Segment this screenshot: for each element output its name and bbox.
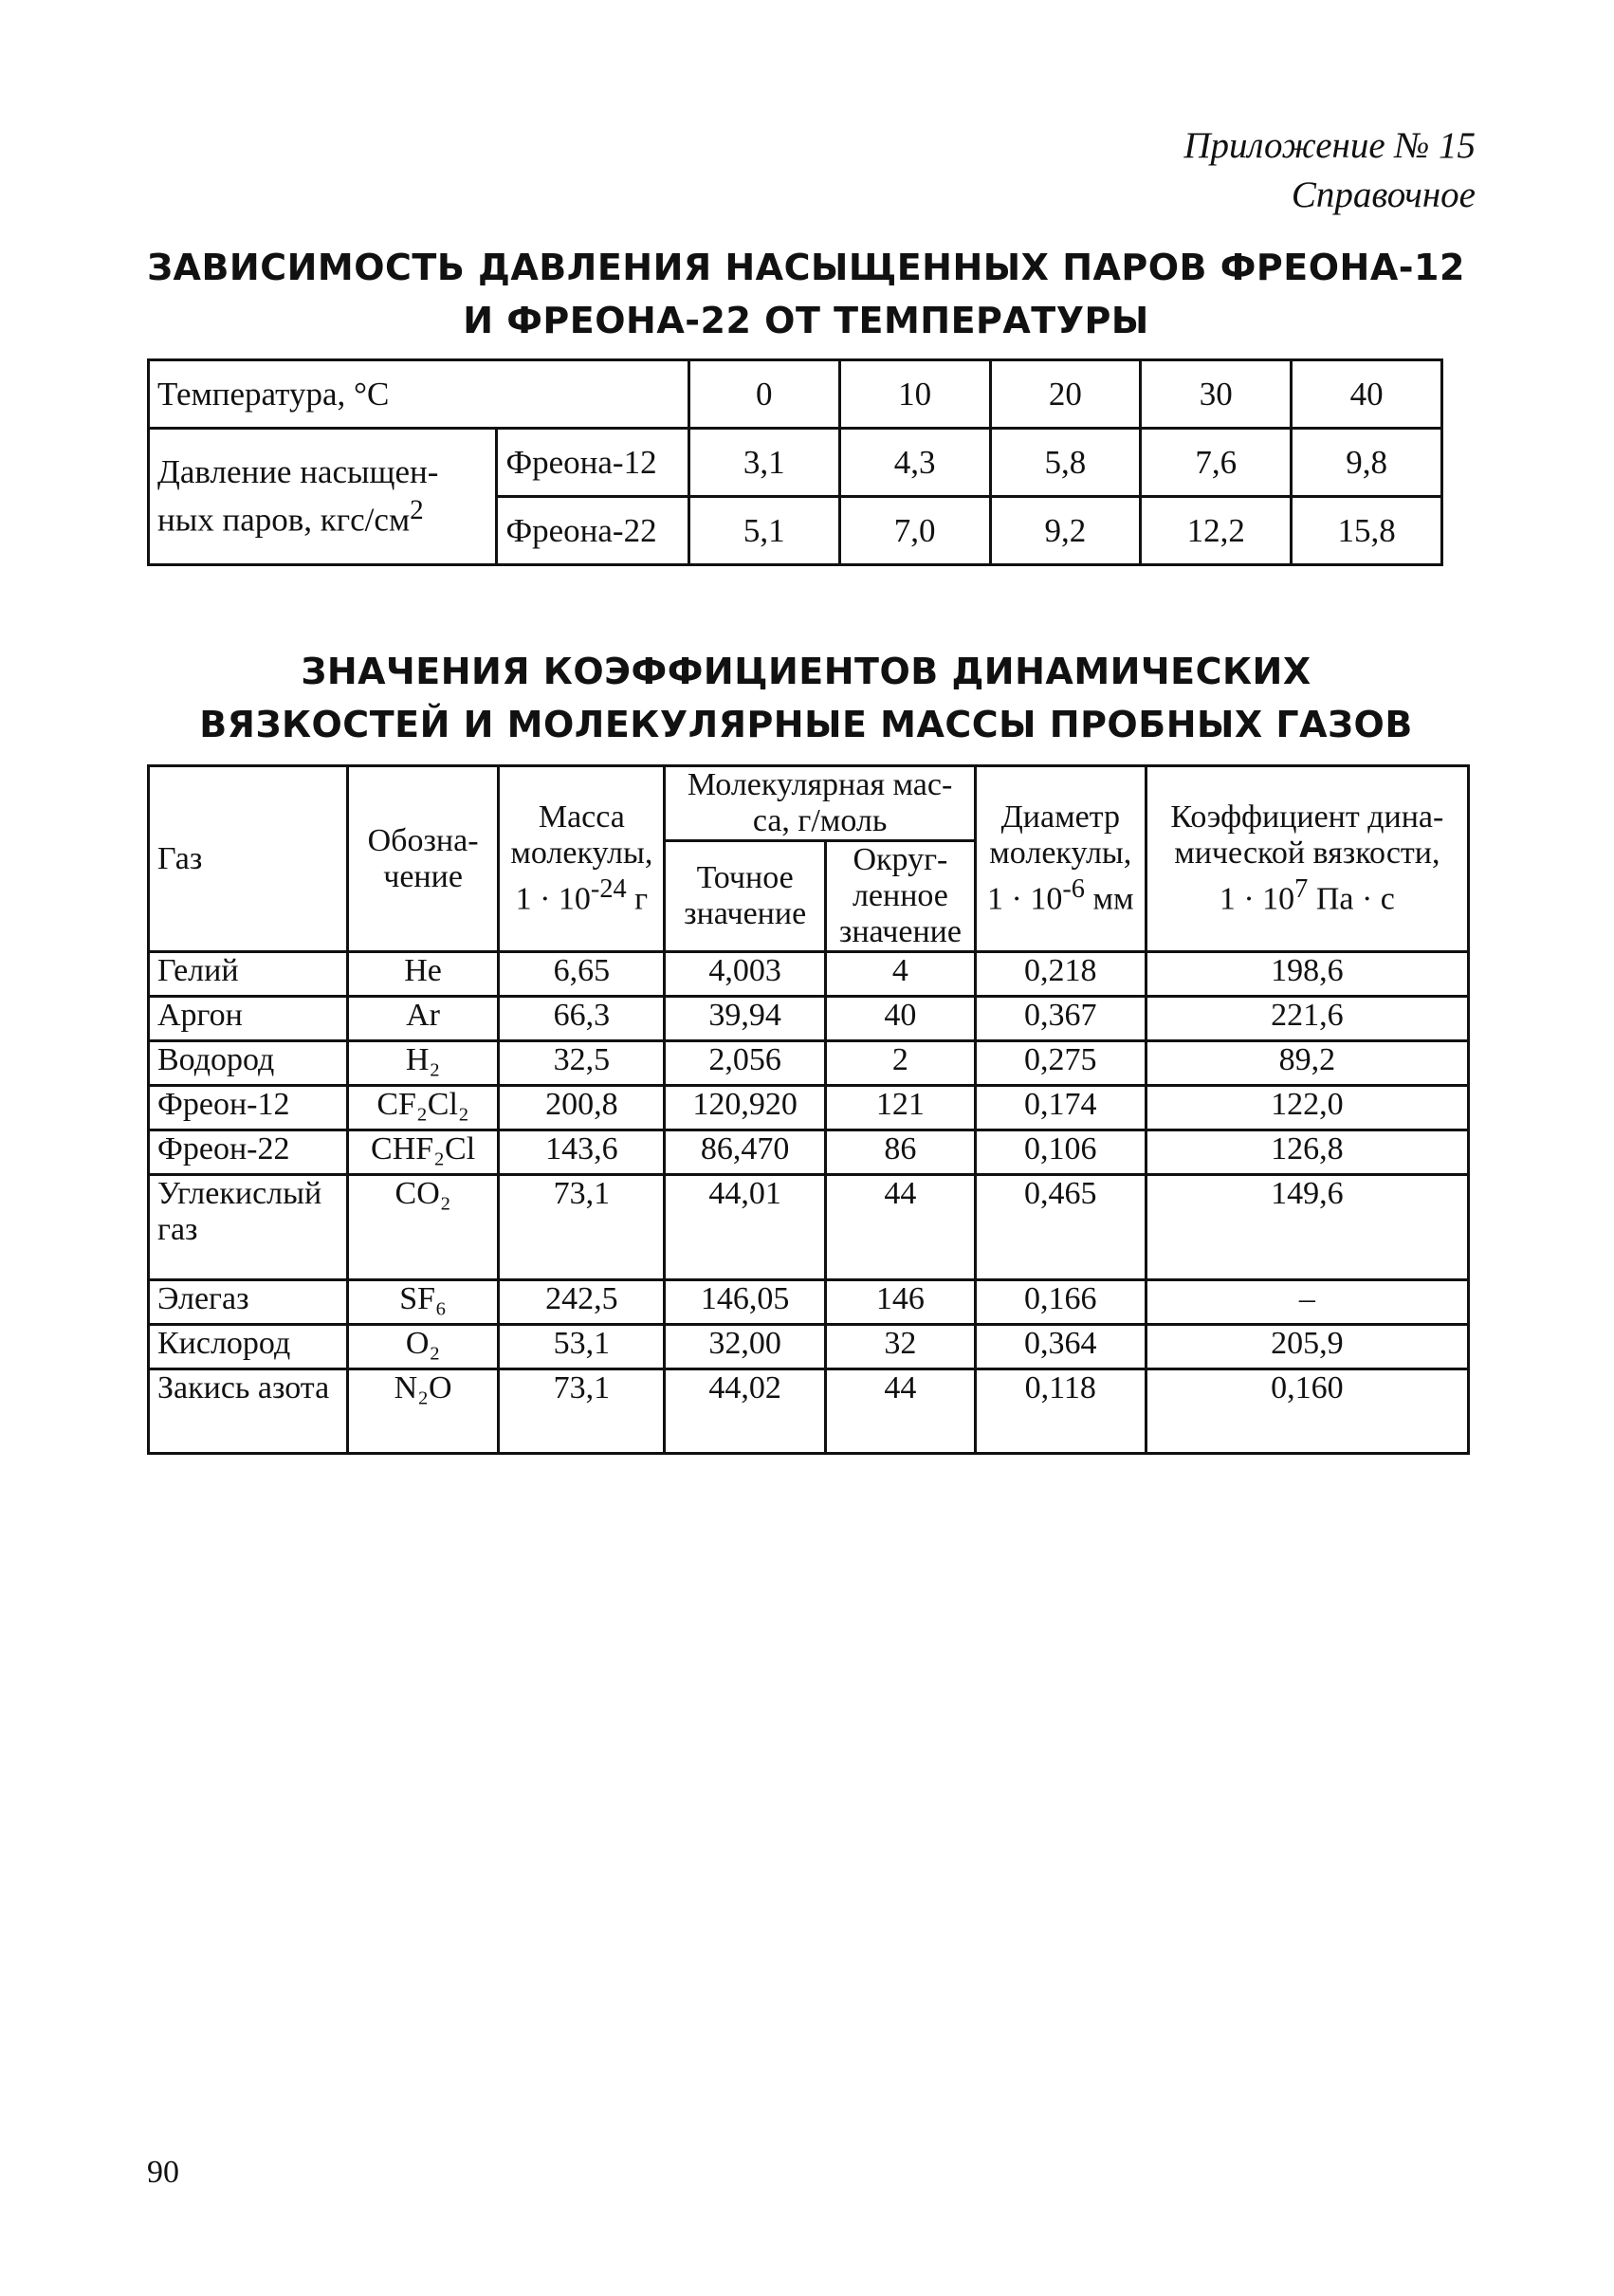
pressure-label	[149, 429, 497, 565]
header-diameter-unit-pre: 1 · 10	[987, 881, 1063, 917]
cell-mass: 242,5	[499, 1280, 665, 1325]
cell-rounded: 86	[826, 1130, 976, 1175]
cell-diameter: 0,465	[975, 1175, 1146, 1280]
header-viscosity-unit-post: Па · с	[1308, 881, 1395, 917]
temperature-cell: 10	[839, 360, 990, 429]
cell-exact: 86,470	[665, 1130, 826, 1175]
cell-exact: 44,01	[665, 1175, 826, 1280]
pressure-cell: 5,8	[990, 429, 1141, 497]
temperature-label: Температура, °С	[149, 360, 689, 429]
header-viscosity-line1: Коэффициент дина-	[1170, 799, 1444, 836]
cell-mass: 73,1	[499, 1369, 665, 1454]
pressure-row-freon12	[149, 429, 1442, 497]
cell-viscosity: 221,6	[1146, 997, 1468, 1041]
cell-diameter: 0,367	[975, 997, 1146, 1041]
cell-viscosity: 205,9	[1146, 1325, 1468, 1369]
cell-gas: Кислород	[149, 1325, 348, 1369]
cell-viscosity: 198,6	[1146, 952, 1468, 997]
section2-title-line1: ЗНАЧЕНИЯ КОЭФФИЦИЕНТОВ ДИНАМИЧЕСКИХ	[301, 651, 1311, 692]
table-row	[149, 1175, 1469, 1280]
cell-mass: 53,1	[499, 1325, 665, 1369]
temperature-cell: 30	[1141, 360, 1292, 429]
cell-rounded: 121	[826, 1086, 976, 1130]
header-viscosity-line2: мической вязкости,	[1174, 836, 1440, 872]
table-row	[149, 1369, 1469, 1454]
header-diameter-line1: Диаметр	[1000, 799, 1120, 836]
pressure-cell: 5,1	[688, 497, 839, 565]
freon-name: Фреона-22	[497, 497, 688, 565]
table-row	[149, 1130, 1469, 1175]
appendix-type: Справочное	[1291, 174, 1476, 215]
cell-formula: CF₂Cl₂	[347, 1086, 499, 1130]
cell-mass: 6,65	[499, 952, 665, 997]
appendix-block	[1183, 121, 1476, 220]
cell-exact: 44,02	[665, 1369, 826, 1454]
header-molar-mass: Молекулярная мас-са, г/моль	[665, 766, 976, 841]
gas-properties-table	[147, 764, 1470, 1455]
cell-gas: Углекислый газ	[149, 1175, 348, 1280]
cell-rounded: 40	[826, 997, 976, 1041]
cell-rounded: 44	[826, 1175, 976, 1280]
header-viscosity-unit-exp: 7	[1294, 874, 1309, 905]
cell-gas: Гелий	[149, 952, 348, 997]
cell-exact: 2,056	[665, 1041, 826, 1086]
cell-viscosity: 0,160	[1146, 1369, 1468, 1454]
cell-formula: O₂	[347, 1325, 499, 1369]
cell-gas: Элегаз	[149, 1280, 348, 1325]
temperature-row	[149, 360, 1442, 429]
header-designation: Обозна-чение	[347, 766, 499, 952]
cell-formula: SF₆	[347, 1280, 499, 1325]
pressure-cell: 12,2	[1141, 497, 1292, 565]
table-row	[149, 997, 1469, 1041]
cell-exact: 120,920	[665, 1086, 826, 1130]
temperature-cell: 0	[688, 360, 839, 429]
section1-title-line2: И ФРЕОНА-22 ОТ ТЕМПЕРАТУРЫ	[463, 300, 1149, 341]
header-mass-unit-post: г	[626, 881, 649, 917]
cell-diameter: 0,174	[975, 1086, 1146, 1130]
header-viscosity-unit-pre: 1 · 10	[1219, 881, 1295, 917]
header-mass-line2: молекулы,	[510, 836, 653, 872]
section2-title-line2: ВЯЗКОСТЕЙ И МОЛЕКУЛЯРНЫЕ МАССЫ ПРОБНЫХ ГАЗОВ	[199, 704, 1413, 745]
cell-diameter: 0,118	[975, 1369, 1146, 1454]
cell-exact: 32,00	[665, 1325, 826, 1369]
cell-exact: 39,94	[665, 997, 826, 1041]
header-row	[149, 766, 1469, 841]
pressure-cell: 9,2	[990, 497, 1141, 565]
pressure-cell: 7,6	[1141, 429, 1292, 497]
table-row	[149, 1280, 1469, 1325]
cell-viscosity: 126,8	[1146, 1130, 1468, 1175]
table-row	[149, 1041, 1469, 1086]
cell-gas: Закись азота	[149, 1369, 348, 1454]
cell-diameter: 0,275	[975, 1041, 1146, 1086]
cell-rounded: 146	[826, 1280, 976, 1325]
section1-title	[142, 241, 1470, 347]
pressure-label-line2: ных паров, кгс/см	[157, 501, 411, 539]
header-mass-unit-exp: -24	[590, 874, 627, 905]
cell-gas: Аргон	[149, 997, 348, 1041]
cell-formula: H₂	[347, 1041, 499, 1086]
pressure-label-line1: Давление насыщен-	[157, 453, 439, 491]
header-mass-line1: Масса	[538, 799, 625, 836]
cell-gas: Фреон-12	[149, 1086, 348, 1130]
cell-formula: CHF₂Cl	[347, 1130, 499, 1175]
cell-mass: 66,3	[499, 997, 665, 1041]
header-diameter-line2: молекулы,	[989, 836, 1132, 872]
cell-formula: N₂O	[347, 1369, 499, 1454]
temperature-cell: 40	[1292, 360, 1442, 429]
appendix-label: Приложение № 15	[1183, 125, 1476, 166]
header-diameter-unit-post: мм	[1084, 881, 1134, 917]
cell-formula: He	[347, 952, 499, 997]
cell-diameter: 0,364	[975, 1325, 1146, 1369]
cell-exact: 146,05	[665, 1280, 826, 1325]
table-row	[149, 1086, 1469, 1130]
header-gas: Газ	[149, 766, 348, 952]
cell-viscosity: –	[1146, 1280, 1468, 1325]
header-diameter-unit-exp: -6	[1062, 874, 1085, 905]
cell-exact: 4,003	[665, 952, 826, 997]
pressure-cell: 7,0	[839, 497, 990, 565]
cell-diameter: 0,166	[975, 1280, 1146, 1325]
header-mass-unit-pre: 1 · 10	[515, 881, 591, 917]
cell-mass: 200,8	[499, 1086, 665, 1130]
cell-mass: 32,5	[499, 1041, 665, 1086]
cell-rounded: 2	[826, 1041, 976, 1086]
pressure-cell: 4,3	[839, 429, 990, 497]
cell-diameter: 0,106	[975, 1130, 1146, 1175]
pressure-table	[147, 358, 1443, 566]
header-diameter	[975, 766, 1146, 952]
cell-rounded: 4	[826, 952, 976, 997]
temperature-cell: 20	[990, 360, 1141, 429]
cell-viscosity: 89,2	[1146, 1041, 1468, 1086]
header-mass	[499, 766, 665, 952]
section1-title-line1: ЗАВИСИМОСТЬ ДАВЛЕНИЯ НАСЫЩЕННЫХ ПАРОВ ФРЕОНА-12	[147, 247, 1465, 288]
table-row	[149, 952, 1469, 997]
table-row	[149, 1325, 1469, 1369]
page-number: 90	[147, 2155, 179, 2190]
cell-viscosity: 149,6	[1146, 1175, 1468, 1280]
pressure-cell: 3,1	[688, 429, 839, 497]
cell-gas: Водород	[149, 1041, 348, 1086]
pressure-cell: 9,8	[1292, 429, 1442, 497]
cell-formula: CO₂	[347, 1175, 499, 1280]
pressure-label-sup: 2	[410, 495, 424, 526]
pressure-cell: 15,8	[1292, 497, 1442, 565]
cell-diameter: 0,218	[975, 952, 1146, 997]
cell-formula: Ar	[347, 997, 499, 1041]
section2-title	[142, 645, 1470, 751]
cell-rounded: 32	[826, 1325, 976, 1369]
cell-gas: Фреон-22	[149, 1130, 348, 1175]
freon-name: Фреона-12	[497, 429, 688, 497]
header-exact: Точное значение	[665, 841, 826, 952]
cell-rounded: 44	[826, 1369, 976, 1454]
header-viscosity	[1146, 766, 1468, 952]
cell-mass: 143,6	[499, 1130, 665, 1175]
header-rounded: Округ-ленное значение	[826, 841, 976, 952]
cell-mass: 73,1	[499, 1175, 665, 1280]
cell-viscosity: 122,0	[1146, 1086, 1468, 1130]
